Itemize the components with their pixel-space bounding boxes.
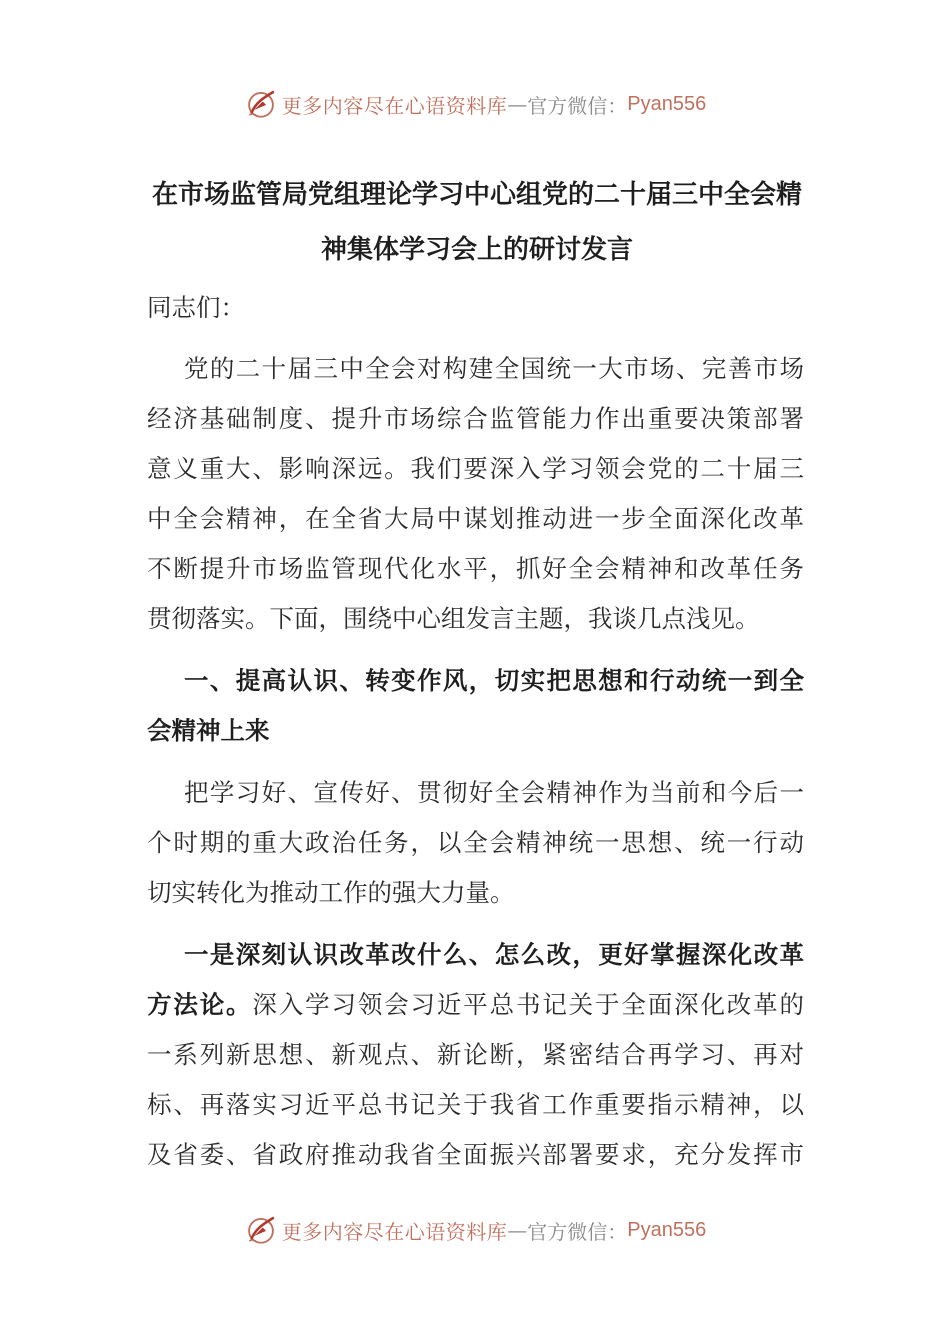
watermark-wechat-id: Pyan556 (627, 1218, 707, 1241)
watermark-banner-top (0, 84, 950, 124)
watermark-wechat-id: Pyan556 (627, 92, 707, 115)
document-title (147, 168, 807, 278)
point-heading-run: 方法论。 (147, 990, 253, 1019)
watermark-banner-bottom (0, 1210, 950, 1250)
pen-nib-swirl-icon (244, 1213, 278, 1247)
paragraph-line: 经济基础制度、提升市场综合监管能力作出重要决策部署 (147, 404, 804, 433)
paragraph-line: 意义重大、影响深远。我们要深入学习领会党的二十届三 (147, 454, 804, 483)
paragraph-line: 个时期的重大政治任务，以全会精神统一思想、统一行动 (147, 828, 804, 857)
section-heading-line: 会精神上来 (147, 716, 270, 745)
paragraph-line: 不断提升市场监管现代化水平，抓好全会精神和改革任务 (147, 554, 804, 583)
title-line: 在市场监管局党组理论学习中心组党的二十届三中全会精 (151, 180, 802, 210)
paragraph-line: 中全会精神，在全省大局中谋划推动进一步全面深化改革 (147, 504, 804, 533)
title-line: 神集体学习会上的研讨发言 (320, 235, 633, 265)
paragraph-run: 深入学习领会习近平总书记关于全面深化改革的 (252, 990, 805, 1019)
watermark-main-text: 更多内容尽在心语资料库 (281, 93, 508, 118)
paragraph-line: 标、再落实习近平总书记关于我省工作重要指示精神，以 (147, 1090, 804, 1119)
watermark-official-label: 官方微信： (527, 1219, 628, 1244)
section-heading-line: 一、提高认识、转变作风，切实把思想和行动统一到全 (184, 666, 804, 695)
pen-nib-swirl-icon (244, 87, 278, 121)
watermark-dash: — (507, 1218, 528, 1242)
paragraph-line: 一系列新思想、新观点、新论断，紧密结合再学习、再对 (147, 1040, 804, 1069)
watermark-main-text: 更多内容尽在心语资料库 (281, 1219, 508, 1244)
salutation: 同志们： (147, 293, 245, 322)
watermark-official-label: 官方微信： (527, 93, 628, 118)
paragraph-line: 及省委、省政府推动我省全面振兴部署要求，充分发挥市 (147, 1140, 804, 1169)
paragraph-line: 切实转化为推动工作的强大力量。 (147, 878, 515, 907)
watermark-dash: — (507, 92, 528, 116)
paragraph-line (147, 980, 804, 1030)
paragraph-line: 贯彻落实。下面，围绕中心组发言主题，我谈几点浅见。 (147, 604, 760, 633)
point-heading-line: 一是深刻认识改革改什么、怎么改，更好掌握深化改革 (184, 940, 804, 969)
paragraph-line: 把学习好、宣传好、贯彻好全会精神作为当前和今后一 (184, 778, 804, 807)
paragraph-line: 党的二十届三中全会对构建全国统一大市场、完善市场 (184, 354, 804, 383)
